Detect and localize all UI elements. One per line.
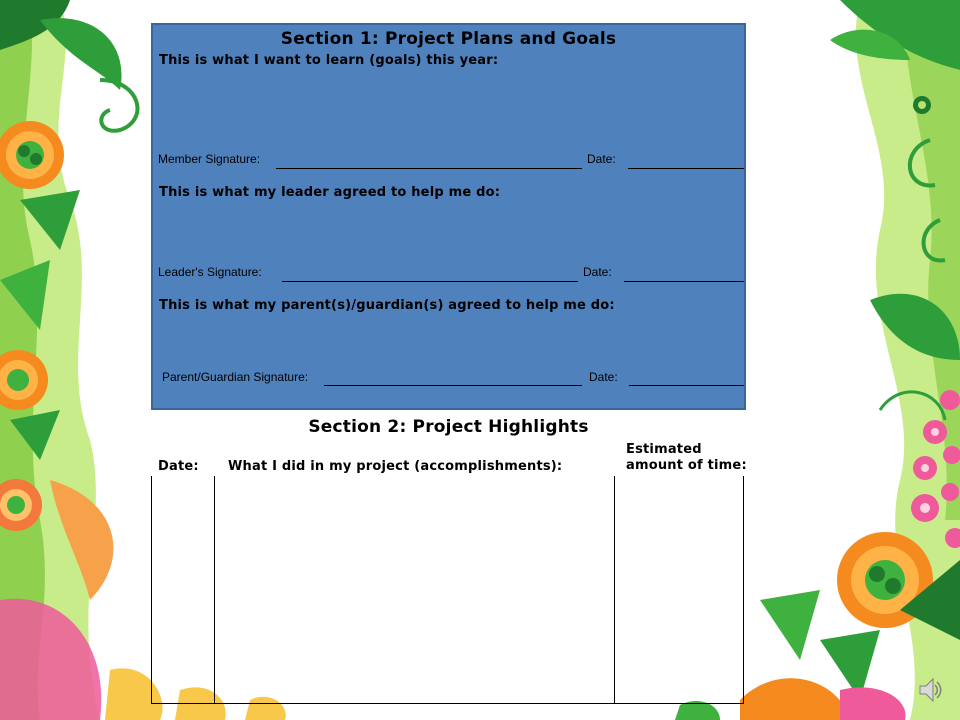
parent-date-label: Date:: [589, 370, 618, 384]
col-header-time-line2: amount of time:: [626, 458, 747, 473]
leader-prompt: This is what my leader agreed to help me do:: [159, 185, 501, 200]
table-divider-date: [214, 476, 215, 704]
section2-title: Section 2: Project Highlights: [308, 417, 589, 437]
col-header-accomplishments: What I did in my project (accomplishments):: [228, 459, 563, 474]
table-divider-time: [614, 476, 615, 704]
member-signature-line[interactable]: [276, 168, 582, 169]
section1-title: Section 1: Project Plans and Goals: [280, 29, 617, 49]
member-signature-label: Member Signature:: [158, 152, 261, 166]
parent-prompt: This is what my parent(s)/guardian(s) agreed to help me do:: [159, 298, 615, 313]
col-header-date: Date:: [158, 459, 199, 474]
goals-prompt: This is what I want to learn (goals) this year:: [159, 53, 499, 68]
parent-signature-line[interactable]: [324, 385, 582, 386]
leader-signature-label: Leader's Signature:: [158, 265, 262, 279]
table-border-right: [743, 476, 744, 704]
parent-signature-label: Parent/Guardian Signature:: [162, 370, 309, 384]
member-date-label: Date:: [587, 152, 616, 166]
member-date-line[interactable]: [628, 168, 744, 169]
speaker-icon[interactable]: [918, 675, 942, 705]
table-border-bottom: [151, 703, 744, 704]
leader-date-label: Date:: [583, 265, 612, 279]
highlights-table: [151, 476, 744, 704]
parent-date-line[interactable]: [629, 385, 744, 386]
col-header-time-line1: Estimated: [626, 442, 702, 457]
leader-signature-line[interactable]: [282, 281, 578, 282]
leader-date-line[interactable]: [624, 281, 744, 282]
section1-panel: [151, 23, 746, 410]
table-border-left: [151, 476, 152, 704]
col-header-time: [626, 442, 747, 474]
